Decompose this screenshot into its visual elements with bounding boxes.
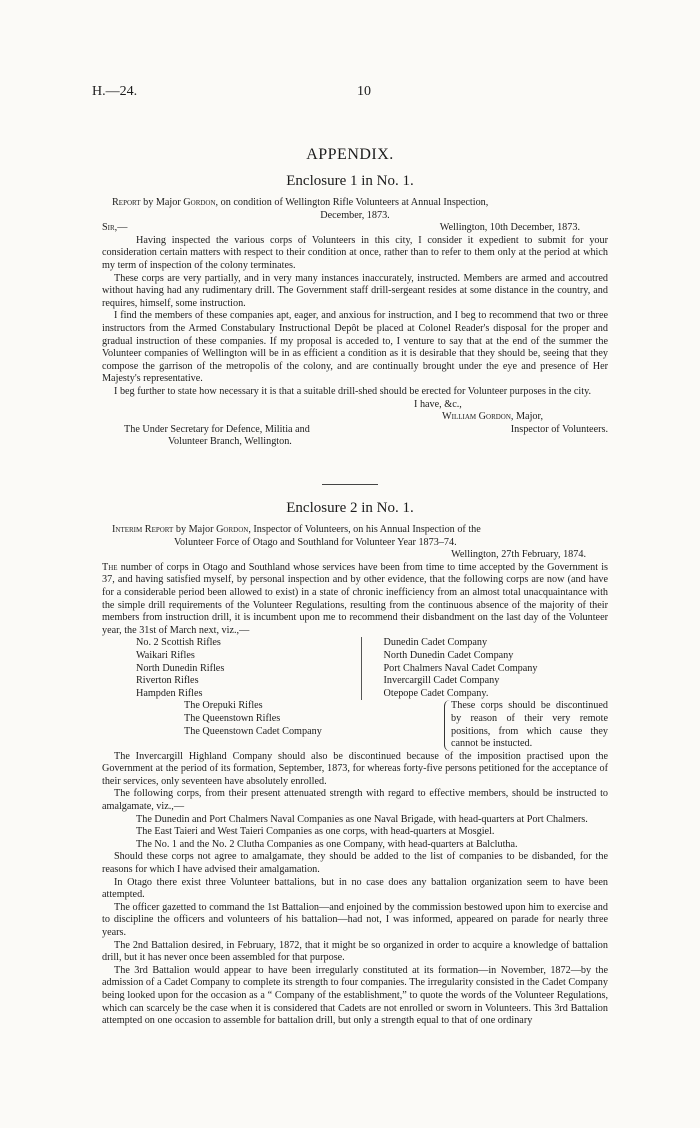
- enclosure-2-heading-line2: Volunteer Force of Otago and Southland for Volunteer Year 1873–74.: [174, 536, 457, 548]
- list-item: The East Taieri and West Taieri Companies as one corps, with head-quarters at Mosgiel.: [136, 826, 495, 838]
- appendix-title: APPENDIX.: [306, 146, 394, 163]
- paragraph: Having inspected the various corps of Volunteers in this city, I consider it expedient to submit for your consideration certain matters with respect to their condition at once, rather than to refer to them only at the period at which my term of inspection of the colony terminates.: [102, 234, 608, 271]
- enclosure-2-heading: Interim Report by Major Gordon, Inspector of Volunteers, on his Annual Inspection of the: [112, 524, 481, 535]
- paragraph: In Otago there exist three Volunteer battalions, but in no case does any battalion organization seem to have been attempted.: [102, 876, 608, 901]
- list-item: The Dunedin and Port Chalmers Naval Companies as one Naval Brigade, with head-quarters at Port Chalmers.: [136, 813, 588, 825]
- paragraph: The 3rd Battalion would appear to have been irregularly constituted at its formation—in November, 1872—by the admission of a Cadet Company to complete its strength to four companies. The irregularity consisted in the Cadet Company being looked upon for the occasion as a “ Company of the establishment,” to quote the words of the Volunteer Regulations, which can scarcely be the case when it is considered that Cadets are not enrolled or sworn in Volunteers. This 3rd Battalion attempted on one occasion to assemble for battalion drill, but only a strength equal to that of one ordinary: [102, 964, 608, 1027]
- list-item: Hampden Rifles: [136, 687, 203, 699]
- paragraph: Should these corps not agree to amalgamate, they should be added to the list of companies to be disbanded, for the reasons for which I have advised their amalgamation.: [102, 851, 608, 876]
- list-item: Riverton Rifles: [136, 675, 199, 687]
- addressee-line: The Under Secretary for Defence, Militia and Inspector of Volunteers.: [124, 423, 608, 435]
- addressee-line: Volunteer Branch, Wellington.: [168, 436, 292, 448]
- enclosure-2-body: [102, 524, 608, 1028]
- page-number: 10: [357, 84, 371, 99]
- list-item: Waikari Rifles: [136, 649, 195, 661]
- disband-list-left: [102, 637, 362, 700]
- remote-corps-note: These corps should be discontinued by reason of their very remote positions, from which cause they cannot be instucted.: [444, 700, 608, 750]
- list-item: The Queenstown Rifles: [184, 712, 281, 724]
- enclosure-1-body: [102, 197, 608, 449]
- enclosure-1-salutation-line: [102, 222, 608, 235]
- disband-list-right: [362, 637, 609, 700]
- paragraph: I beg further to state how necessary it is that a suitable drill-shed should be erected for Volunteer purposes in the city.: [114, 385, 592, 397]
- list-item: The No. 1 and the No. 2 Clutha Companies as one Company, with head-quarters at Balclutha.: [136, 838, 518, 850]
- list-item: Invercargill Cadet Company: [383, 675, 500, 687]
- enclosure-1-heading-date: December, 1873.: [320, 209, 390, 221]
- dateline: Wellington, 10th December, 1873.: [439, 222, 580, 234]
- paragraph: The Invercargill Highland Company should also be discontinued because of the imposition practised upon the Government at the period of its formation, September, 1873, for whereas forty-five persons petitioned for the acceptance of their services, only seventeen have absolutely enrolled.: [102, 750, 608, 787]
- enclosure-1-title: Enclosure 1 in No. 1.: [286, 173, 414, 189]
- remote-corps-list: [102, 700, 444, 750]
- signature: William Gordon, Major,: [442, 411, 544, 423]
- list-item: The Orepuki Rifles: [184, 700, 263, 712]
- paragraph: These corps are very partially, and in very many instances inaccurately, instructed. Members are armed and accoutred without having had any rudimentary drill. The Government staff drill-sergeant resides at some distance in the country, and requires, himself, some instruction.: [102, 272, 608, 309]
- dateline: Wellington, 27th February, 1874.: [451, 549, 586, 561]
- paragraph: The officer gazetted to command the 1st Battalion—and enjoined by the commission bestowed upon him to exercise and to discipline the officers and volunteers of his battalion—had not, I was informed, appeared on parade for nearly three years.: [102, 901, 608, 938]
- section-divider: [322, 484, 378, 485]
- list-item: North Dunedin Rifles: [136, 662, 225, 674]
- list-item: The Queenstown Cadet Company: [184, 725, 322, 737]
- remote-corps-block: [102, 700, 608, 750]
- list-item: Port Chalmers Naval Cadet Company: [383, 662, 538, 674]
- paragraph: The number of corps in Otago and Southland whose services have been from time to time accepted by the Government is 37, and having satisfied myself, by personal inspection and by other evidence, that the following corps are now (and have for a considerable period been allowed to exist) in a state of chronic inefficiency from an almost total unacquaintance with the simple drill requirements of the Volunteer Regulations, resulting from the continuous absence of the majority of their members from instruction drill, it is incumbent upon me to recommend their disbandment on the last day of the Volunteer year, the 31st of March next, viz.,—: [102, 561, 608, 636]
- list-item: North Dunedin Cadet Company: [383, 649, 514, 661]
- paragraph: I find the members of these companies apt, eager, and anxious for instruction, and I beg to recommend that two or three instructors from the Armed Constabulary Instructional Depôt be placed at Colonel Reader's disposal for the proper and gradual instruction of these companies. If my proposal is acceded to, I venture to say that at the end of the summer the Volunteer companies of Wellington will be in as efficient a condition as it is desirable that they should be, seeing that they compose the garrison of the metropolis of the colony, and are continually brought under the eye and presence of Her Majesty's representative.: [102, 310, 608, 385]
- list-item: Otepope Cadet Company.: [383, 687, 489, 699]
- closing: I have, &c.,: [414, 398, 462, 410]
- list-item: No. 2 Scottish Rifles: [136, 637, 221, 649]
- paragraph: The 2nd Battalion desired, in February, 1872, that it might be so organized in order to acquire a knowledge of battalion drill, but it has never once been assembled for that purpose.: [102, 939, 608, 964]
- paragraph: The following corps, from their present attenuated strength with regard to effective members, should be instructed to amalgamate, viz.,—: [102, 788, 608, 813]
- header-reference: H.—24.: [92, 84, 138, 99]
- list-item: Dunedin Cadet Company: [383, 637, 488, 649]
- enclosure-2-title: Enclosure 2 in No. 1.: [286, 500, 414, 516]
- disband-list: [102, 637, 608, 700]
- enclosure-1-heading: Report by Major Gordon, on condition of Wellington Rifle Volunteers at Annual Inspection,: [112, 197, 489, 208]
- salutation: Sir,—: [102, 222, 128, 234]
- signature-title: Inspector of Volunteers.: [510, 423, 608, 435]
